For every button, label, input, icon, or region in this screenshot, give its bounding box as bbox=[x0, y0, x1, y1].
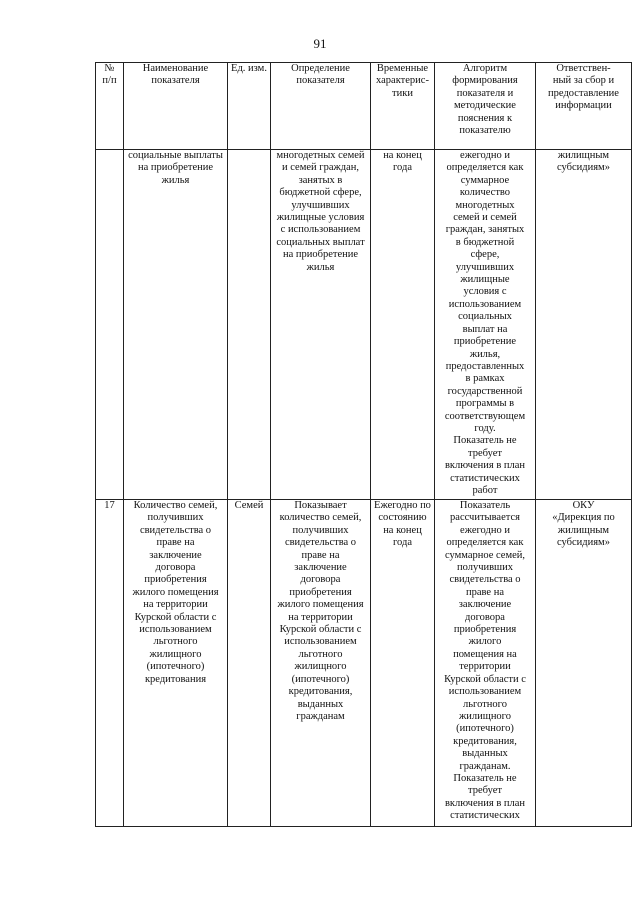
cell-algorithm: Показатель рассчитывается ежегодно и определяется как суммарное семей, получивших свидетельства о праве на заключение договора приобретения жилого помещения на территории Курской области с использованием льготного жилищного (ипотечного) кредитования, выданных гражданам. Показатель не требует включения в план статистических bbox=[435, 500, 536, 827]
header-indicator-name: Наименование показателя bbox=[124, 63, 228, 150]
cell-number bbox=[96, 150, 124, 500]
cell-indicator-name: социальные выплаты на приобретение жилья bbox=[124, 150, 228, 500]
header-algorithm: Алгоритм формирования показателя и методические пояснения к показателю bbox=[435, 63, 536, 150]
header-responsible: Ответствен- ный за сбор и предоставление информации bbox=[536, 63, 632, 150]
cell-responsible: ОКУ «Дирекция по жилищным субсидиям» bbox=[536, 500, 632, 827]
cell-timing: Ежегодно по состоянию на конец года bbox=[371, 500, 435, 827]
cell-algorithm: ежегодно и определяется как суммарное количество многодетных семей и семей граждан, занятых в бюджетной сфере, улучшивших жилищные условия с использованием социальных выплат на приобретение жилья, предоставленных в рамках государственной программы в соответствующем году. Показатель не требует включения в план статистических работ bbox=[435, 150, 536, 500]
header-number: № п/п bbox=[96, 63, 124, 150]
table-row bbox=[96, 150, 632, 500]
header-unit: Ед. изм. bbox=[228, 63, 271, 150]
cell-responsible: жилищным субсидиям» bbox=[536, 150, 632, 500]
cell-indicator-name: Количество семей, получивших свидетельства о праве на заключение договора приобретения жилого помещения на территории Курской области с использованием льготного жилищного (ипотечного) кредитования bbox=[124, 500, 228, 827]
cell-definition: многодетных семей и семей граждан, занятых в бюджетной сфере, улучшивших жилищные условия с использованием социальных выплат на приобретение жилья bbox=[271, 150, 371, 500]
page-number: 91 bbox=[313, 36, 327, 51]
header-timing: Временные характерис- тики bbox=[371, 63, 435, 150]
table-header-row bbox=[96, 63, 632, 150]
cell-unit bbox=[228, 150, 271, 500]
cell-number: 17 bbox=[96, 500, 124, 827]
cell-definition: Показывает количество семей, получивших свидетельства о праве на заключение договора приобретения жилого помещения на территории Курской области с использованием льготного жилищного (ипотечного) кредитования, выданных гражданам bbox=[271, 500, 371, 827]
table-row bbox=[96, 500, 632, 827]
cell-timing: на конец года bbox=[371, 150, 435, 500]
header-definition: Определение показателя bbox=[271, 63, 371, 150]
cell-unit: Семей bbox=[228, 500, 271, 827]
indicators-table bbox=[95, 62, 632, 827]
